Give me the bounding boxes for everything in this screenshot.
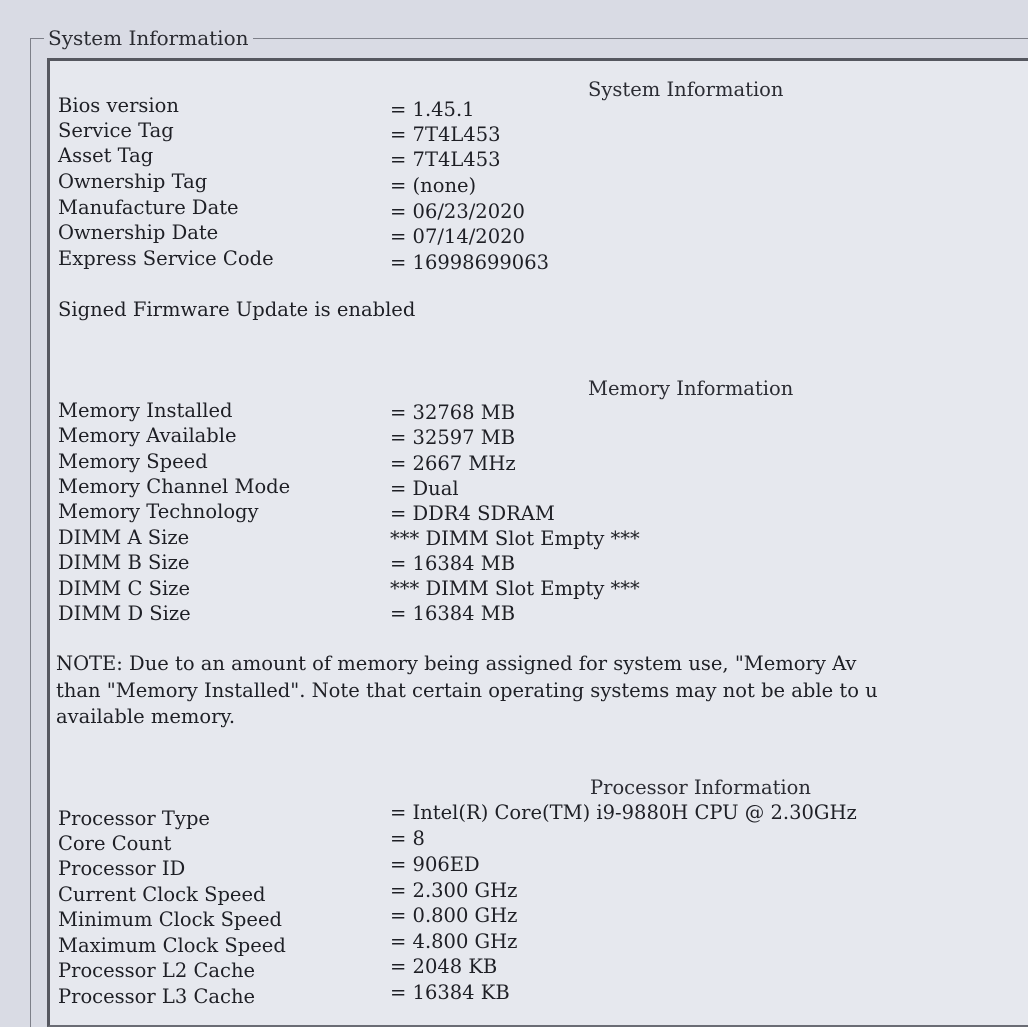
row-value-processor-id: = 906ED (390, 853, 480, 876)
row-label-memory-available: Memory Available (58, 424, 237, 447)
row-label-dimm-d-size: DIMM D Size (58, 602, 191, 625)
row-value-manufacture-date: = 06/23/2020 (390, 200, 525, 223)
row-label-processor-l3-cache: Processor L3 Cache (58, 985, 256, 1008)
row-label-dimm-b-size: DIMM B Size (58, 551, 190, 574)
groupbox-title: System Information (44, 25, 253, 51)
memory-note-line-1: NOTE: Due to an amount of memory being assigned for system use, "Memory Av (56, 652, 857, 675)
row-value-current-clock-speed: = 2.300 GHz (390, 879, 518, 902)
row-label-manufacture-date: Manufacture Date (58, 196, 239, 219)
row-value-dimm-a-size: *** DIMM Slot Empty *** (390, 527, 640, 550)
row-value-bios-version: = 1.45.1 (390, 98, 475, 121)
row-value-processor-type: = Intel(R) Core(TM) i9-9880H CPU @ 2.30GHz (390, 801, 857, 824)
row-label-core-count: Core Count (58, 832, 172, 855)
row-value-dimm-c-size: *** DIMM Slot Empty *** (390, 577, 640, 600)
memory-section-header: Memory Information (588, 377, 794, 400)
row-value-service-tag: = 7T4L453 (390, 123, 501, 146)
row-value-minimum-clock-speed: = 0.800 GHz (390, 904, 518, 927)
row-value-dimm-b-size: = 16384 MB (390, 552, 516, 575)
row-value-ownership-tag: = (none) (390, 174, 477, 197)
memory-note-line-3: available memory. (56, 705, 236, 728)
row-label-processor-id: Processor ID (58, 857, 186, 880)
row-value-core-count: = 8 (390, 827, 425, 850)
row-label-ownership-tag: Ownership Tag (58, 170, 208, 193)
row-label-asset-tag: Asset Tag (58, 144, 154, 167)
system-section-header: System Information (588, 78, 784, 101)
row-value-dimm-d-size: = 16384 MB (390, 602, 516, 625)
row-label-memory-speed: Memory Speed (58, 450, 208, 473)
row-value-memory-channel-mode: = Dual (390, 477, 459, 500)
row-label-current-clock-speed: Current Clock Speed (58, 883, 266, 906)
row-label-maximum-clock-speed: Maximum Clock Speed (58, 934, 286, 957)
firmware-status-text: Signed Firmware Update is enabled (58, 298, 416, 321)
row-value-processor-l2-cache: = 2048 KB (390, 955, 498, 978)
row-value-maximum-clock-speed: = 4.800 GHz (390, 930, 518, 953)
row-label-memory-channel-mode: Memory Channel Mode (58, 475, 291, 498)
row-label-dimm-c-size: DIMM C Size (58, 577, 190, 600)
row-label-ownership-date: Ownership Date (58, 221, 219, 244)
memory-note (56, 651, 878, 731)
processor-section-header: Processor Information (590, 776, 811, 799)
row-value-memory-available: = 32597 MB (390, 426, 516, 449)
row-label-dimm-a-size: DIMM A Size (58, 526, 190, 549)
row-value-memory-speed: = 2667 MHz (390, 452, 516, 475)
row-value-memory-installed: = 32768 MB (390, 401, 516, 424)
row-value-processor-l3-cache: = 16384 KB (390, 981, 510, 1004)
row-value-memory-technology: = DDR4 SDRAM (390, 502, 555, 525)
row-label-memory-technology: Memory Technology (58, 500, 259, 523)
row-label-express-service-code: Express Service Code (58, 247, 274, 270)
row-label-minimum-clock-speed: Minimum Clock Speed (58, 908, 282, 931)
row-label-bios-version: Bios version (58, 94, 179, 117)
memory-note-line-2: than "Memory Installed". Note that certain operating systems may not be able to u (56, 678, 878, 702)
row-label-processor-l2-cache: Processor L2 Cache (58, 959, 256, 982)
row-value-express-service-code: = 16998699063 (390, 251, 550, 274)
system-information-panel[interactable] (47, 58, 1028, 1027)
row-value-asset-tag: = 7T4L453 (390, 148, 501, 171)
row-value-ownership-date: = 07/14/2020 (390, 225, 525, 248)
row-label-service-tag: Service Tag (58, 119, 174, 142)
row-label-processor-type: Processor Type (58, 807, 210, 830)
row-label-memory-installed: Memory Installed (58, 399, 233, 422)
